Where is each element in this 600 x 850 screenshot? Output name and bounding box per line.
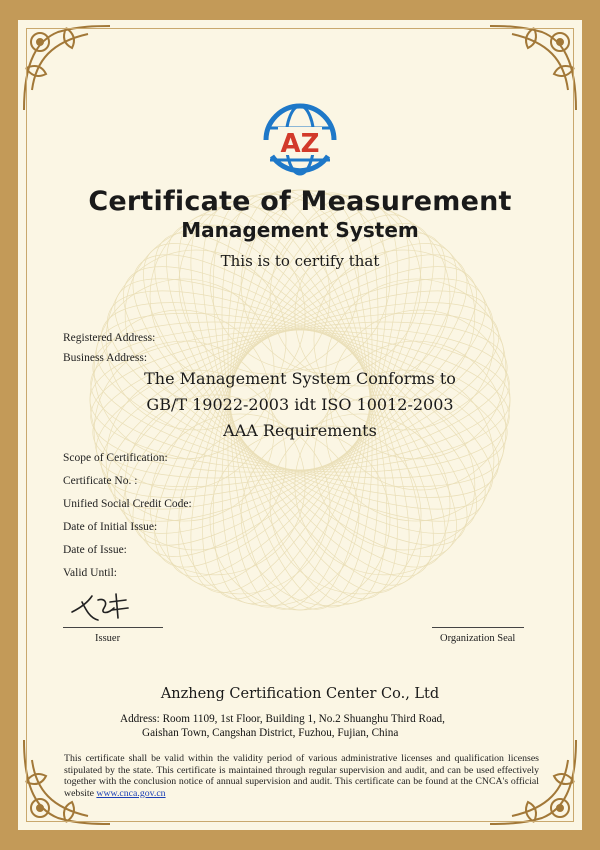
certify-statement: This is to certify that [220, 252, 380, 270]
issue-date-label: Date of Issue: [63, 544, 127, 556]
credit-code-label: Unified Social Credit Code: [63, 498, 192, 510]
company-address [120, 712, 510, 740]
cnca-website-link[interactable]: www.cnca.gov.cn [96, 787, 166, 799]
business-address-label: Business Address: [63, 352, 148, 364]
logo-text: AZ [280, 129, 320, 159]
conformance-line-1: The Management System Conforms to [144, 369, 456, 388]
seal-line [432, 627, 524, 628]
validity-notice [64, 753, 539, 799]
issuer-signature-line [63, 627, 163, 628]
initial-issue-label: Date of Initial Issue: [63, 521, 158, 533]
address-line-1: Room 1109, 1st Floor, Building 1, No.2 Shuanghu Third Road, [162, 713, 445, 725]
conformance-standard: GB/T 19022-2003 idt ISO 10012-2003 [146, 395, 454, 414]
scope-label: Scope of Certification: [63, 452, 168, 464]
issuer-caption: Issuer [95, 633, 121, 644]
validity-notice-text: This certificate shall be valid within the validity period of various administrative licenses and qualification licenses stipulated by the state. This certificate is maintained through regular supervision and audit, and can be used effectively together with the conclusion notice of annual supervision and audit. This certificate can be found at the CNCA's official website [64, 753, 539, 799]
conformance-requirements: AAA Requirements [223, 421, 377, 440]
issuer-company-name: Anzheng Certification Center Co., Ltd [160, 686, 440, 702]
address-line-2: Gaishan Town, Cangshan District, Fuzhou, Fujian, China [142, 727, 399, 739]
certificate-subtitle: Management System [181, 218, 419, 242]
certificate-number-label: Certificate No. : [63, 475, 138, 487]
issuer-signature [68, 588, 148, 624]
registered-address-label: Registered Address: [63, 332, 156, 344]
organization-seal-caption: Organization Seal [440, 633, 516, 644]
certificate-title: Certificate of Measurement [88, 186, 512, 217]
globe-logo-icon [258, 98, 342, 182]
valid-until-label: Valid Until: [63, 567, 117, 579]
address-label: Address: [120, 713, 160, 725]
